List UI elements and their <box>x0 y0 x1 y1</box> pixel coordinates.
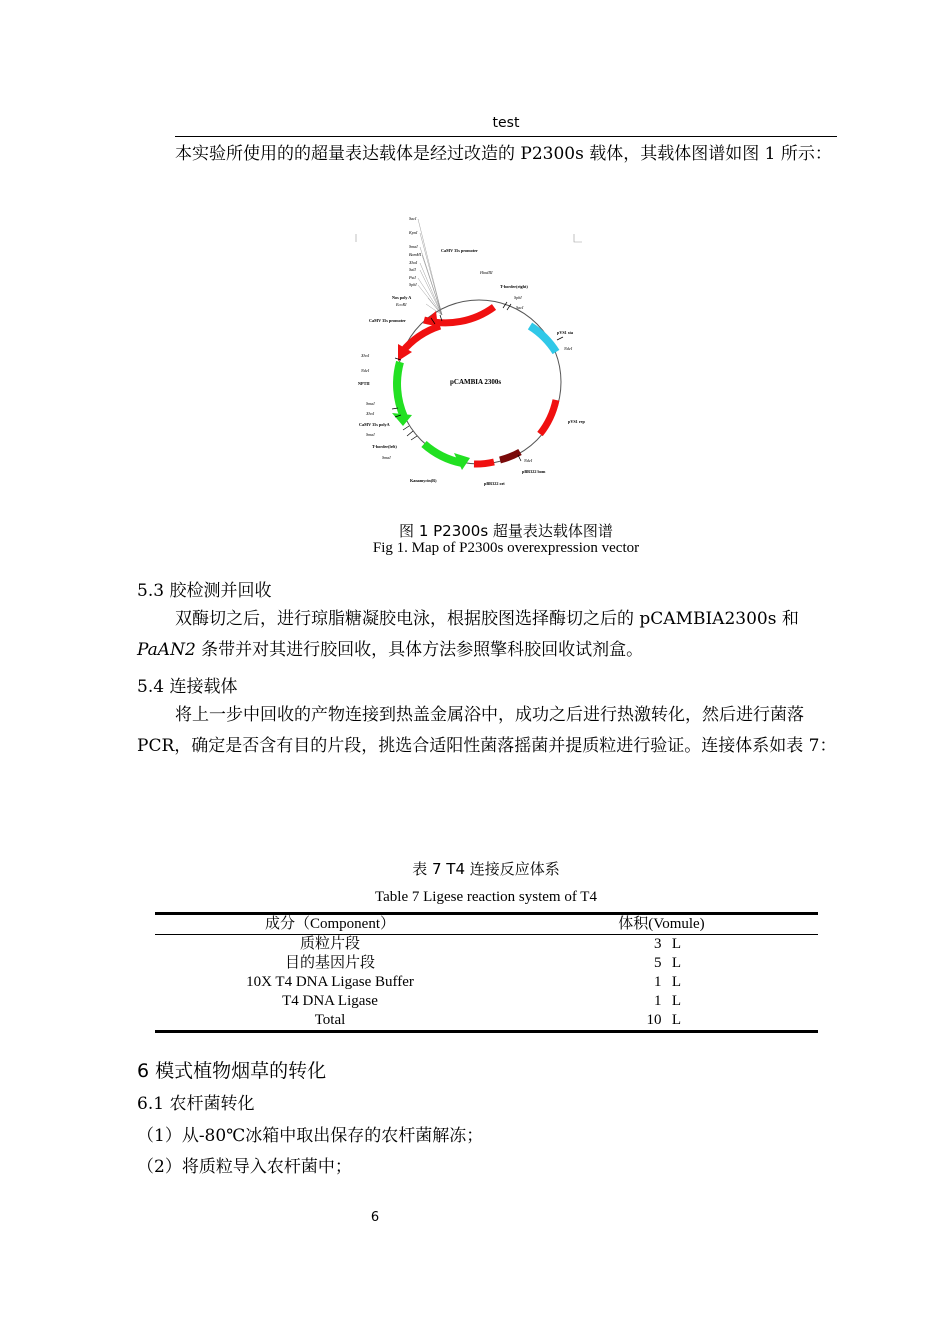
table-row <box>155 935 818 955</box>
volume-unit: L <box>671 993 682 1009</box>
intro-paragraph: 本实验所使用的的超量表达载体是经过改造的 P2300s 载体，其载体图谱如图 1 所示： <box>175 144 832 164</box>
xhoi-left2-label: XhoI <box>366 411 375 416</box>
section-5-3-heading: 5.3 胶检测并回收 <box>137 581 272 601</box>
section-6-heading: 6 模式植物烟草的转化 <box>137 1060 327 1082</box>
pbr322-ori-feature <box>474 462 494 464</box>
gene-name: PaAN2 <box>137 640 196 660</box>
plasmid-map <box>354 212 586 494</box>
volume-value: 1 <box>654 993 662 1009</box>
t-border-right-label: T-border(right) <box>500 284 528 289</box>
ndei-bottom-label: NdeI <box>524 458 533 463</box>
step-2: （2）将质粒导入农杆菌中； <box>137 1157 352 1177</box>
volume-unit: L <box>671 1012 682 1028</box>
mcs-saci-label: SacI <box>409 216 417 221</box>
figure-caption-zh: 图 1 P2300s 超量表达载体图谱 <box>399 522 613 540</box>
table-row <box>155 992 818 1011</box>
pvs1-rep-label: pVS1 rep <box>568 419 585 424</box>
kanamycin-feature <box>424 444 462 463</box>
ndei-left-label: NdeI <box>361 368 370 373</box>
cell-component: 目的基因片段 <box>284 955 375 971</box>
pvs1-sta-label: pVS1 sta <box>557 330 573 335</box>
cell-component: Total <box>314 1012 346 1028</box>
figure-caption-en: Fig 1. Map of P2300s overexpression vector <box>372 540 640 556</box>
cell-volume <box>505 992 818 1011</box>
nos-polya-label: Nos poly A <box>392 295 412 300</box>
t-border-left-label: T-border(left) <box>372 444 397 449</box>
volume-value: 10 <box>646 1012 662 1028</box>
pvs1-rep-feature <box>540 400 556 434</box>
section-5-3-text-a: 双酶切之后，进行琼脂糖凝胶电泳，根据胶图选择酶切之后的 pCAMBIA2300s 和 <box>175 609 799 629</box>
smai-left2-label: SmaI <box>366 432 375 437</box>
ecori-label: EcoRI <box>396 302 407 307</box>
cell-volume <box>505 935 818 955</box>
mcs-bamhi-label: BamHI <box>409 252 422 257</box>
section-5-4-heading: 5.4 连接载体 <box>137 677 238 697</box>
camv-top-label: CaMV 35s promoter <box>441 248 478 253</box>
volume-unit: L <box>671 974 682 990</box>
step-1: （1）从-80℃冰箱中取出保存的农杆菌解冻； <box>137 1126 484 1146</box>
plasmid-name-label: pCAMBIA 2300s <box>450 378 502 386</box>
mcs-kpni-label: KpnI <box>409 230 418 235</box>
table-row-total <box>155 1011 818 1032</box>
nptii-feature <box>397 362 404 417</box>
camv-left-label: CaMV 35s promoter <box>369 318 406 323</box>
saci-right-label: SacI <box>516 305 524 310</box>
cell-volume <box>505 1011 818 1032</box>
cell-component: 质粒片段 <box>299 936 360 952</box>
table-row <box>155 973 818 992</box>
page-header: test <box>492 115 520 131</box>
cell-volume <box>505 954 818 973</box>
mcs-smai-label: SmaI <box>409 244 418 249</box>
kanamycin-label: Kanamycin(R) <box>410 478 437 483</box>
page-number: 6 <box>370 1210 380 1225</box>
xhoi-left-label: XhoI <box>361 353 370 358</box>
plasmid-map-figure <box>354 212 586 494</box>
section-5-3-text-b: 条带并对其进行胶回收，具体方法参照擎科胶回收试剂盒。 <box>195 640 644 660</box>
section-5-3-paragraph <box>137 604 837 666</box>
volume-value: 1 <box>654 974 662 990</box>
table-caption-zh: 表 7 T4 连接反应体系 <box>412 860 560 878</box>
volume-value: 3 <box>654 936 662 952</box>
ndei-right-label: NdeI <box>564 346 573 351</box>
sphi-right-label: SphI <box>514 295 522 300</box>
table-header-row <box>155 914 818 935</box>
mcs-sali-label: SalI <box>409 267 416 272</box>
cell-volume <box>505 973 818 992</box>
pbr322-ori-label: pBR322 ori <box>484 481 505 486</box>
header-rule <box>175 136 837 137</box>
volume-value: 5 <box>654 955 662 971</box>
table-caption-en: Table 7 Ligese reaction system of T4 <box>375 889 597 905</box>
pbr322-bom-feature <box>500 452 520 460</box>
smai-left1-label: SmaI <box>382 455 391 460</box>
pvs1-sta-feature <box>530 326 556 352</box>
camv-promoter-left-feature <box>402 326 440 352</box>
cell-component: T4 DNA Ligase <box>282 993 378 1009</box>
volume-unit: L <box>671 936 682 952</box>
hindiii-label: HindIII <box>480 270 493 275</box>
smai-left3-label: SmaI <box>366 401 375 406</box>
pbr322-bom-label: pBR322 bom <box>522 469 546 474</box>
volume-unit: L <box>671 955 682 971</box>
cell-component: 10X T4 DNA Ligase Buffer <box>246 974 414 990</box>
nptii-label: NPTII <box>358 381 370 386</box>
mcs-sphi-label: SphI <box>409 282 417 287</box>
mcs-xbai-label: XbaI <box>409 260 418 265</box>
camv-polya-label: CaMV 35s polyA <box>359 422 390 427</box>
table-row <box>155 954 818 973</box>
header-component: 成分（Component） <box>265 916 395 932</box>
table-7 <box>155 912 818 1033</box>
header-volume: 体积(Vomule) <box>618 916 705 932</box>
section-5-4-paragraph: 将上一步中回收的产物连接到热盖金属浴中，成功之后进行热激转化，然后进行菌落 PCR，确定是否含有目的片段，挑选合适阳性菌落摇菌并提质粒进行验证。连接体系如表 7： <box>137 705 837 756</box>
section-6-1-heading: 6.1 农杆菌转化 <box>137 1094 255 1114</box>
mcs-psti-label: PstI <box>409 275 416 280</box>
